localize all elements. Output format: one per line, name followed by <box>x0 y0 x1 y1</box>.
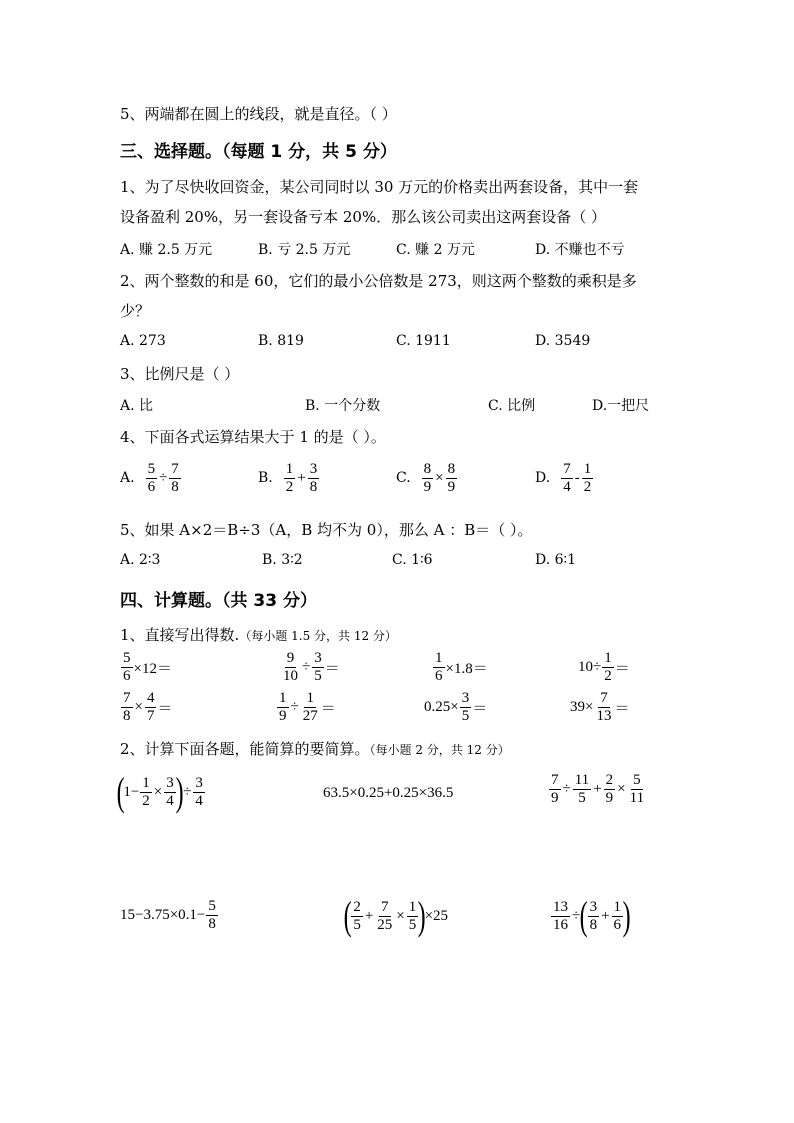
q4-1-heading: 1、直接写出得数.（每小题 1.5 分，共 12 分） <box>120 626 397 644</box>
q3-3-line1: 3、比例尺是（ ） <box>120 365 240 383</box>
q3-1-option-d: D. 不赚也不亏 <box>535 242 625 258</box>
q3-5-line1: 5、如果 A×2＝B÷3（A，B 均不为 0），那么 A ：B＝（ ）。 <box>120 521 533 539</box>
fraction: $\frac{8}{9}$ <box>447 461 456 495</box>
oral-calc-1: $\frac{5}{6}$ ×12＝ <box>123 650 172 684</box>
fraction: $\frac{7}{13}$ <box>596 690 612 724</box>
fraction: $\frac{5}{11}$ <box>629 772 645 806</box>
oral-calc-6: $\frac{1}{9}$ ÷ $\frac{1}{27}$ ＝ <box>279 690 336 724</box>
q3-1-option-c: C. 赚 2 万元 <box>396 242 475 258</box>
q3-4-line1: 4、下面各式运算结果大于 1 的是（ ）。 <box>120 428 386 446</box>
q3-4-option-d: D. $\frac{7}{4}$ - $\frac{1}{2}$ <box>535 461 592 495</box>
q3-5-option-a: A. 2∶3 <box>120 552 161 568</box>
q3-3-option-b: B. 一个分数 <box>305 398 381 414</box>
q3-4-option-c: C. $\frac{8}{9}$ × $\frac{8}{9}$ <box>396 461 456 495</box>
q3-2-option-b: B. 819 <box>258 333 304 349</box>
oral-calc-5: $\frac{7}{8}$ × $\frac{4}{7}$ ＝ <box>123 690 173 724</box>
fraction: $\frac{1}{2}$ <box>285 461 294 495</box>
fraction: $\frac{5}{8}$ <box>208 898 216 932</box>
q3-2-line2: 少？ <box>120 302 151 320</box>
fraction: $\frac{1}{6}$ <box>435 650 443 684</box>
fraction: $\frac{2}{9}$ <box>605 772 614 806</box>
tf-item-5: 5、两端都在圆上的线段，就是直径。（ ） <box>120 105 397 123</box>
fraction: $\frac{1}{27}$ <box>302 690 318 724</box>
calc-expr-4: 15−3.75×0.1− $\frac{5}{8}$ <box>120 898 216 932</box>
oral-calc-4: 10÷ $\frac{1}{2}$ ＝ <box>578 650 630 684</box>
q3-2-option-d: D. 3549 <box>535 333 591 349</box>
fraction: $\frac{7}{8}$ <box>171 461 179 495</box>
calc-expr-2: 63.5×0.25+0.25×36.5 <box>323 785 454 801</box>
q3-1-option-b: B. 亏 2.5 万元 <box>258 242 351 258</box>
section-3-title: 三、选择题。（每题 1 分，共 5 分） <box>120 142 397 162</box>
fraction: $\frac{1}{9}$ <box>279 690 287 724</box>
oral-calc-8: 39× $\frac{7}{13}$ ＝ <box>570 690 630 724</box>
fraction: $\frac{2}{5}$ <box>353 899 361 933</box>
fraction: $\frac{4}{7}$ <box>146 690 155 724</box>
calc-expr-3: $\frac{7}{9}$ ÷ $\frac{11}{5}$ + $\frac{2}{9}$ × $\frac{5}{11}$ <box>551 772 645 806</box>
fraction: $\frac{3}{5}$ <box>461 690 470 724</box>
q3-4-option-a: A. $\frac{5}{6}$ ÷ $\frac{7}{8}$ <box>120 461 179 495</box>
q4-2-heading: 2、计算下面各题，能简算的要简算。（每小题 2 分，共 12 分） <box>120 740 510 758</box>
fraction: $\frac{7}{4}$ <box>563 461 571 495</box>
fraction: $\frac{8}{9}$ <box>423 461 432 495</box>
q3-3-option-a: A. 比 <box>120 398 154 414</box>
fraction: $\frac{9}{10}$ <box>283 650 298 684</box>
q3-1-line1: 1、为了尽快收回资金，某公司同时以 30 万元的价格卖出两套设备，其中一套 <box>120 178 639 196</box>
fraction: $\frac{1}{2}$ <box>142 775 150 809</box>
fraction: $\frac{1}{2}$ <box>604 650 612 684</box>
fraction: $\frac{3}{8}$ <box>309 461 318 495</box>
fraction: $\frac{7}{8}$ <box>123 690 131 724</box>
q3-5-option-b: B. 3∶2 <box>262 552 303 568</box>
fraction: $\frac{3}{8}$ <box>589 899 598 933</box>
q3-5-option-c: C. 1∶6 <box>392 552 433 568</box>
q3-1-line2: 设备盈利 20%，另一套设备亏本 20%．那么该公司卖出这两套设备（ ） <box>120 208 606 226</box>
fraction: $\frac{7}{25}$ <box>377 899 393 933</box>
oral-calc-2: $\frac{9}{10}$ ÷ $\frac{3}{5}$ ＝ <box>283 650 340 684</box>
q3-2-option-c: C. 1911 <box>396 333 451 349</box>
q3-4-option-b: B. $\frac{1}{2}$ + $\frac{3}{8}$ <box>258 461 318 495</box>
q3-3-option-c: C. 比例 <box>488 398 536 414</box>
fraction: $\frac{5}{6}$ <box>147 461 156 495</box>
section-4-title: 四、计算题。（共 33 分） <box>120 591 317 611</box>
calc-expr-6: $\frac{13}{16}$ ÷ ( $\frac{3}{8}$ + $\frac{1}{6}$ ) <box>553 893 631 938</box>
q3-1-option-a: A. 赚 2.5 万元 <box>120 242 213 258</box>
fraction: $\frac{3}{5}$ <box>314 650 322 684</box>
fraction: $\frac{13}{16}$ <box>553 899 568 933</box>
calc-expr-1: ( 1− $\frac{1}{2}$ × $\frac{3}{4}$ ) ÷ $\frac{3}{4}$ <box>116 769 203 814</box>
fraction: $\frac{3}{4}$ <box>195 775 203 809</box>
q3-2-option-a: A. 273 <box>120 333 166 349</box>
fraction: $\frac{1}{2}$ <box>583 461 592 495</box>
fraction: $\frac{3}{4}$ <box>166 775 174 809</box>
fraction: $\frac{5}{6}$ <box>123 650 131 684</box>
q3-3-option-d: D.一把尺 <box>592 398 650 414</box>
oral-calc-7: 0.25× $\frac{3}{5}$ ＝ <box>424 690 488 724</box>
fraction: $\frac{1}{6}$ <box>613 899 622 933</box>
q3-5-option-d: D. 6∶1 <box>535 552 577 568</box>
q3-2-line1: 2、两个整数的和是 60，它们的最小公倍数是 273，则这两个整数的乘积是多 <box>120 272 637 290</box>
fraction: $\frac{1}{5}$ <box>408 899 417 933</box>
oral-calc-3: $\frac{1}{6}$ ×1.8＝ <box>435 650 488 684</box>
calc-expr-5: ( $\frac{2}{5}$ + $\frac{7}{25}$ × $\frac{1}{5}$ ) ×25 <box>343 893 449 938</box>
fraction: $\frac{7}{9}$ <box>551 772 559 806</box>
fraction: $\frac{11}{5}$ <box>574 772 590 806</box>
